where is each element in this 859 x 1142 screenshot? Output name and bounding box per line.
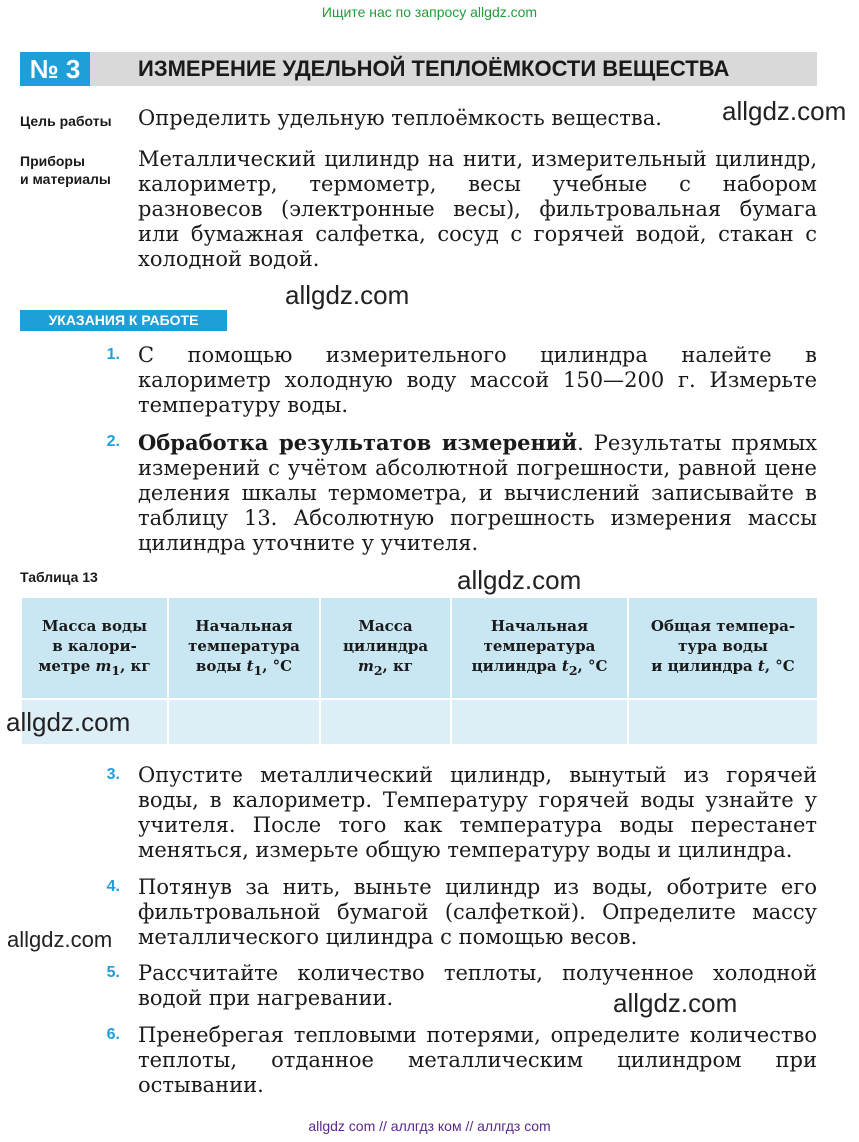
table-cell	[451, 699, 628, 745]
watermark: allgdz.com	[613, 988, 738, 1018]
bottom-site-link[interactable]: allgdz com // аллгдз ком // аллгдз com	[308, 1118, 551, 1134]
step-text: Потянув за нить, выньте цилиндр из воды, оботрите его фильтровальной бумагой (салфеткой). Определите массу металлического цилиндра с помощью весов.	[138, 875, 817, 949]
materials-label-line1: Приборы	[20, 153, 85, 169]
table-header-cell: Масса воды в калори- метре $m_1$, кг	[21, 597, 168, 699]
table-cell	[168, 699, 320, 745]
step-text: Опустите металлический цилиндр, вынутый из горячей воды, в калориметр. Температуру горячей воды узнайте у учителя. После того как температура воды перестанет меняться, измерьте общую температуру воды и цилиндра.	[138, 763, 817, 862]
top-site-link[interactable]: Ищите нас по запросу allgdz.com	[321, 4, 538, 20]
table-header-cell: Масса цилиндра $m_2$, кг	[320, 597, 451, 699]
data-table	[20, 596, 819, 746]
step-number: 2.	[106, 433, 120, 450]
table-cell	[320, 699, 451, 745]
step-text-rest: . Результаты прямых измерений с учётом абсолютной погрешности, равной цене деления шкалы термометра, и вычислений записывайте в таблицу 13. Абсолютную погрешность измерения массы цилиндра уточните у учителя.	[138, 431, 817, 555]
instructions-badge: УКАЗАНИЯ К РАБОТЕ	[20, 310, 227, 331]
table-header-cell: Начальная температура воды $t_1$, °С	[168, 597, 320, 699]
step-text: Рассчитайте количество теплоты, полученное холодной водой при нагревании.	[138, 961, 817, 1010]
watermark: allgdz.com	[6, 707, 131, 737]
materials-label-line2: и материалы	[20, 171, 111, 187]
step-number: 1.	[106, 346, 120, 363]
work-number: № 3	[20, 52, 90, 86]
materials-text: Металлический цилиндр на нити, измерительный цилиндр, калориметр, термометр, весы учебные с набором разновесов (электронные весы), фильтровальная бумага или бумажная салфетка, сосуд с горячей водой, стакан с холодной водой.	[138, 147, 817, 271]
table-row	[21, 699, 818, 745]
work-title: ИЗМЕРЕНИЕ УДЕЛЬНОЙ ТЕПЛОЁМКОСТИ ВЕЩЕСТВА	[138, 56, 730, 81]
table-cell	[628, 699, 818, 745]
step-bold-lead: Обработка результатов измерений	[138, 430, 578, 455]
step-text	[138, 430, 817, 556]
step-number: 3.	[106, 766, 120, 783]
materials-label	[20, 152, 111, 188]
step-text: С помощью измерительного цилиндра налейте в калориметр холодную воду массой 150—200 г. Измерьте температуру воды.	[138, 343, 817, 417]
step-number: 6.	[106, 1026, 120, 1043]
goal-text: Определить удельную теплоёмкость вещества.	[138, 106, 662, 130]
table-header-cell: Общая темпера- тура воды и цилиндра t, °С	[628, 597, 818, 699]
step-text: Пренебрегая тепловыми потерями, определите количество теплоты, отданное металлическим цилиндром при остывании.	[138, 1023, 817, 1097]
watermark: allgdz.com	[457, 565, 582, 595]
table-header-cell: Начальная температура цилиндра $t_2$, °С	[451, 597, 628, 699]
watermark: allgdz.com	[722, 96, 847, 126]
step-number: 5.	[106, 964, 120, 981]
step-number: 4.	[106, 878, 120, 895]
watermark: allgdz.com	[285, 280, 410, 310]
table-caption: Таблица 13	[20, 569, 98, 585]
table-header-row	[21, 597, 818, 699]
goal-label: Цель работы	[20, 113, 112, 129]
watermark: allgdz.com	[7, 927, 113, 952]
